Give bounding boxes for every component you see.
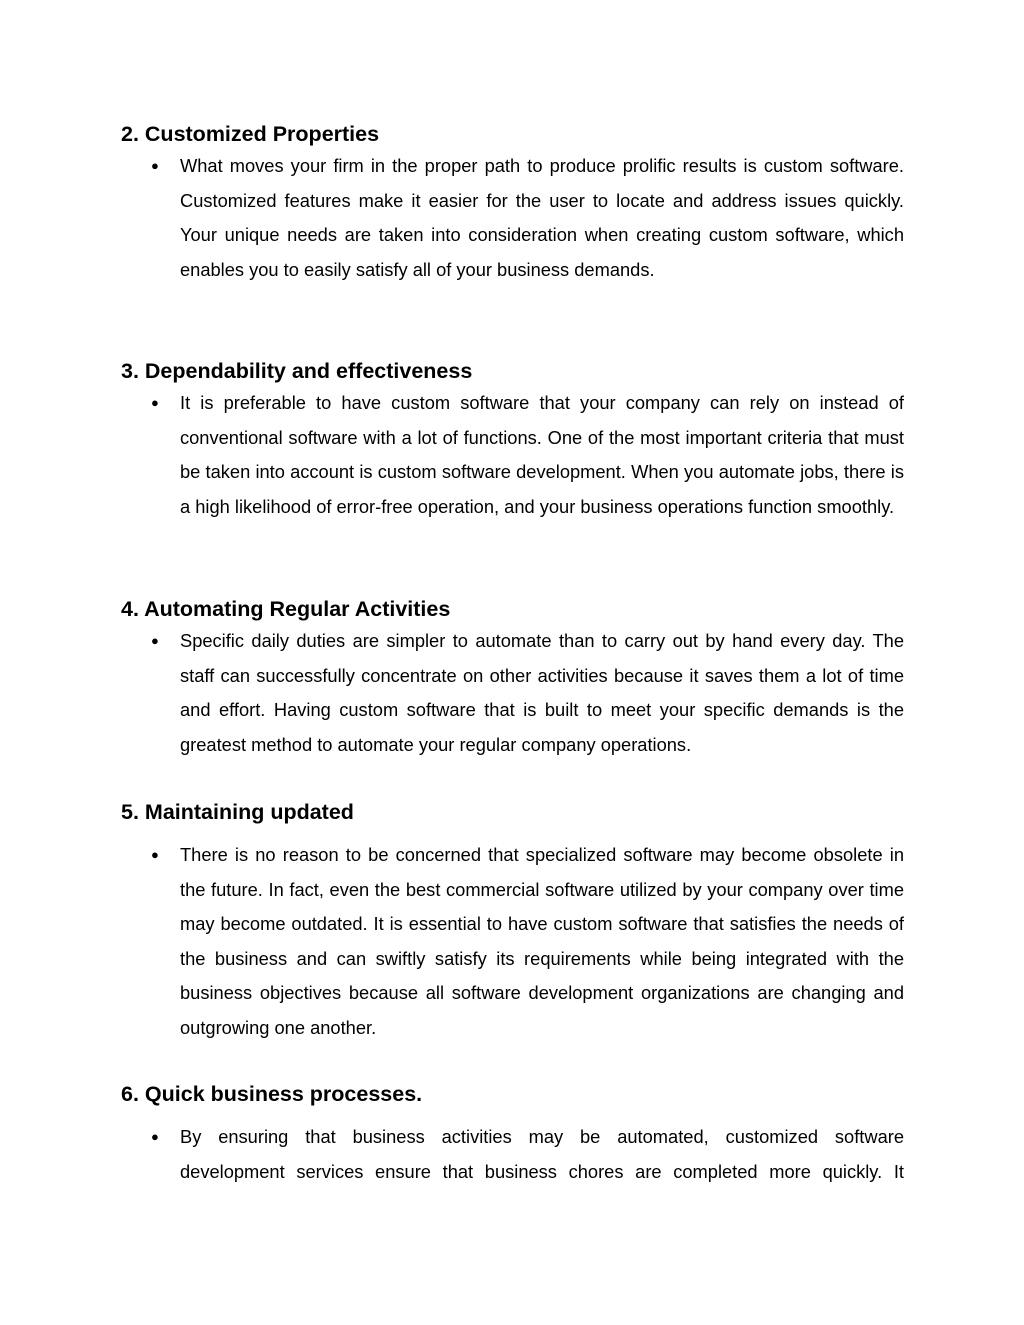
bullet-icon: ● (151, 158, 159, 173)
bullet-icon: ● (151, 1129, 159, 1144)
paragraph-text: By ensuring that business activities may be automated, customized software development services ensure that business chores are completed more quickly. It (180, 1126, 904, 1182)
list-item (121, 1120, 904, 1189)
section-heading: 3. Dependability and effectiveness (121, 359, 473, 383)
section-heading: 5. Maintaining updated (121, 800, 354, 824)
paragraph-text: What moves your firm in the proper path to produce prolific results is custom software. Customized features make it easier for the user to locate and address issues quickly. Your unique needs are taken into consideration when creating custom software, which enables you to easily satisfy all of your business demands. (180, 155, 904, 280)
section-quick-processes (121, 1080, 904, 1189)
section-heading: 6. Quick business processes. (121, 1082, 423, 1106)
list-item (121, 624, 904, 762)
section-heading: 2. Customized Properties (121, 122, 380, 146)
paragraph-text: There is no reason to be concerned that specialized software may become obsolete in the future. In fact, even the best commercial software utilized by your company over time may become outdated. It is essential to have custom software that satisfies the needs of the business and can swiftly satisfy its requirements while being integrated with the business objectives because all software development organizations are changing and outgrowing one another. (180, 844, 904, 1038)
section-heading: 4. Automating Regular Activities (121, 597, 451, 621)
list-item (121, 149, 904, 287)
list-item (121, 838, 904, 1046)
paragraph-text: It is preferable to have custom software that your company can rely on instead of conventional software with a lot of functions. One of the most important criteria that must be taken into account is custom software development. When you automate jobs, there is a high likelihood of error-free operation, and your business operations function smoothly. (180, 392, 904, 517)
section-automating-activities (121, 595, 904, 762)
section-dependability (121, 357, 904, 524)
paragraph-text: Specific daily duties are simpler to automate than to carry out by hand every day. The staff can successfully concentrate on other activities because it saves them a lot of time and effort. Having custom software that is built to meet your specific demands is the greatest method to automate your regular company operations. (180, 630, 904, 755)
bullet-icon: ● (151, 633, 159, 648)
bullet-icon: ● (151, 395, 159, 410)
bullet-icon: ● (151, 847, 159, 862)
section-customized-properties (121, 120, 904, 287)
list-item (121, 386, 904, 524)
section-maintaining-updated (121, 798, 904, 1046)
